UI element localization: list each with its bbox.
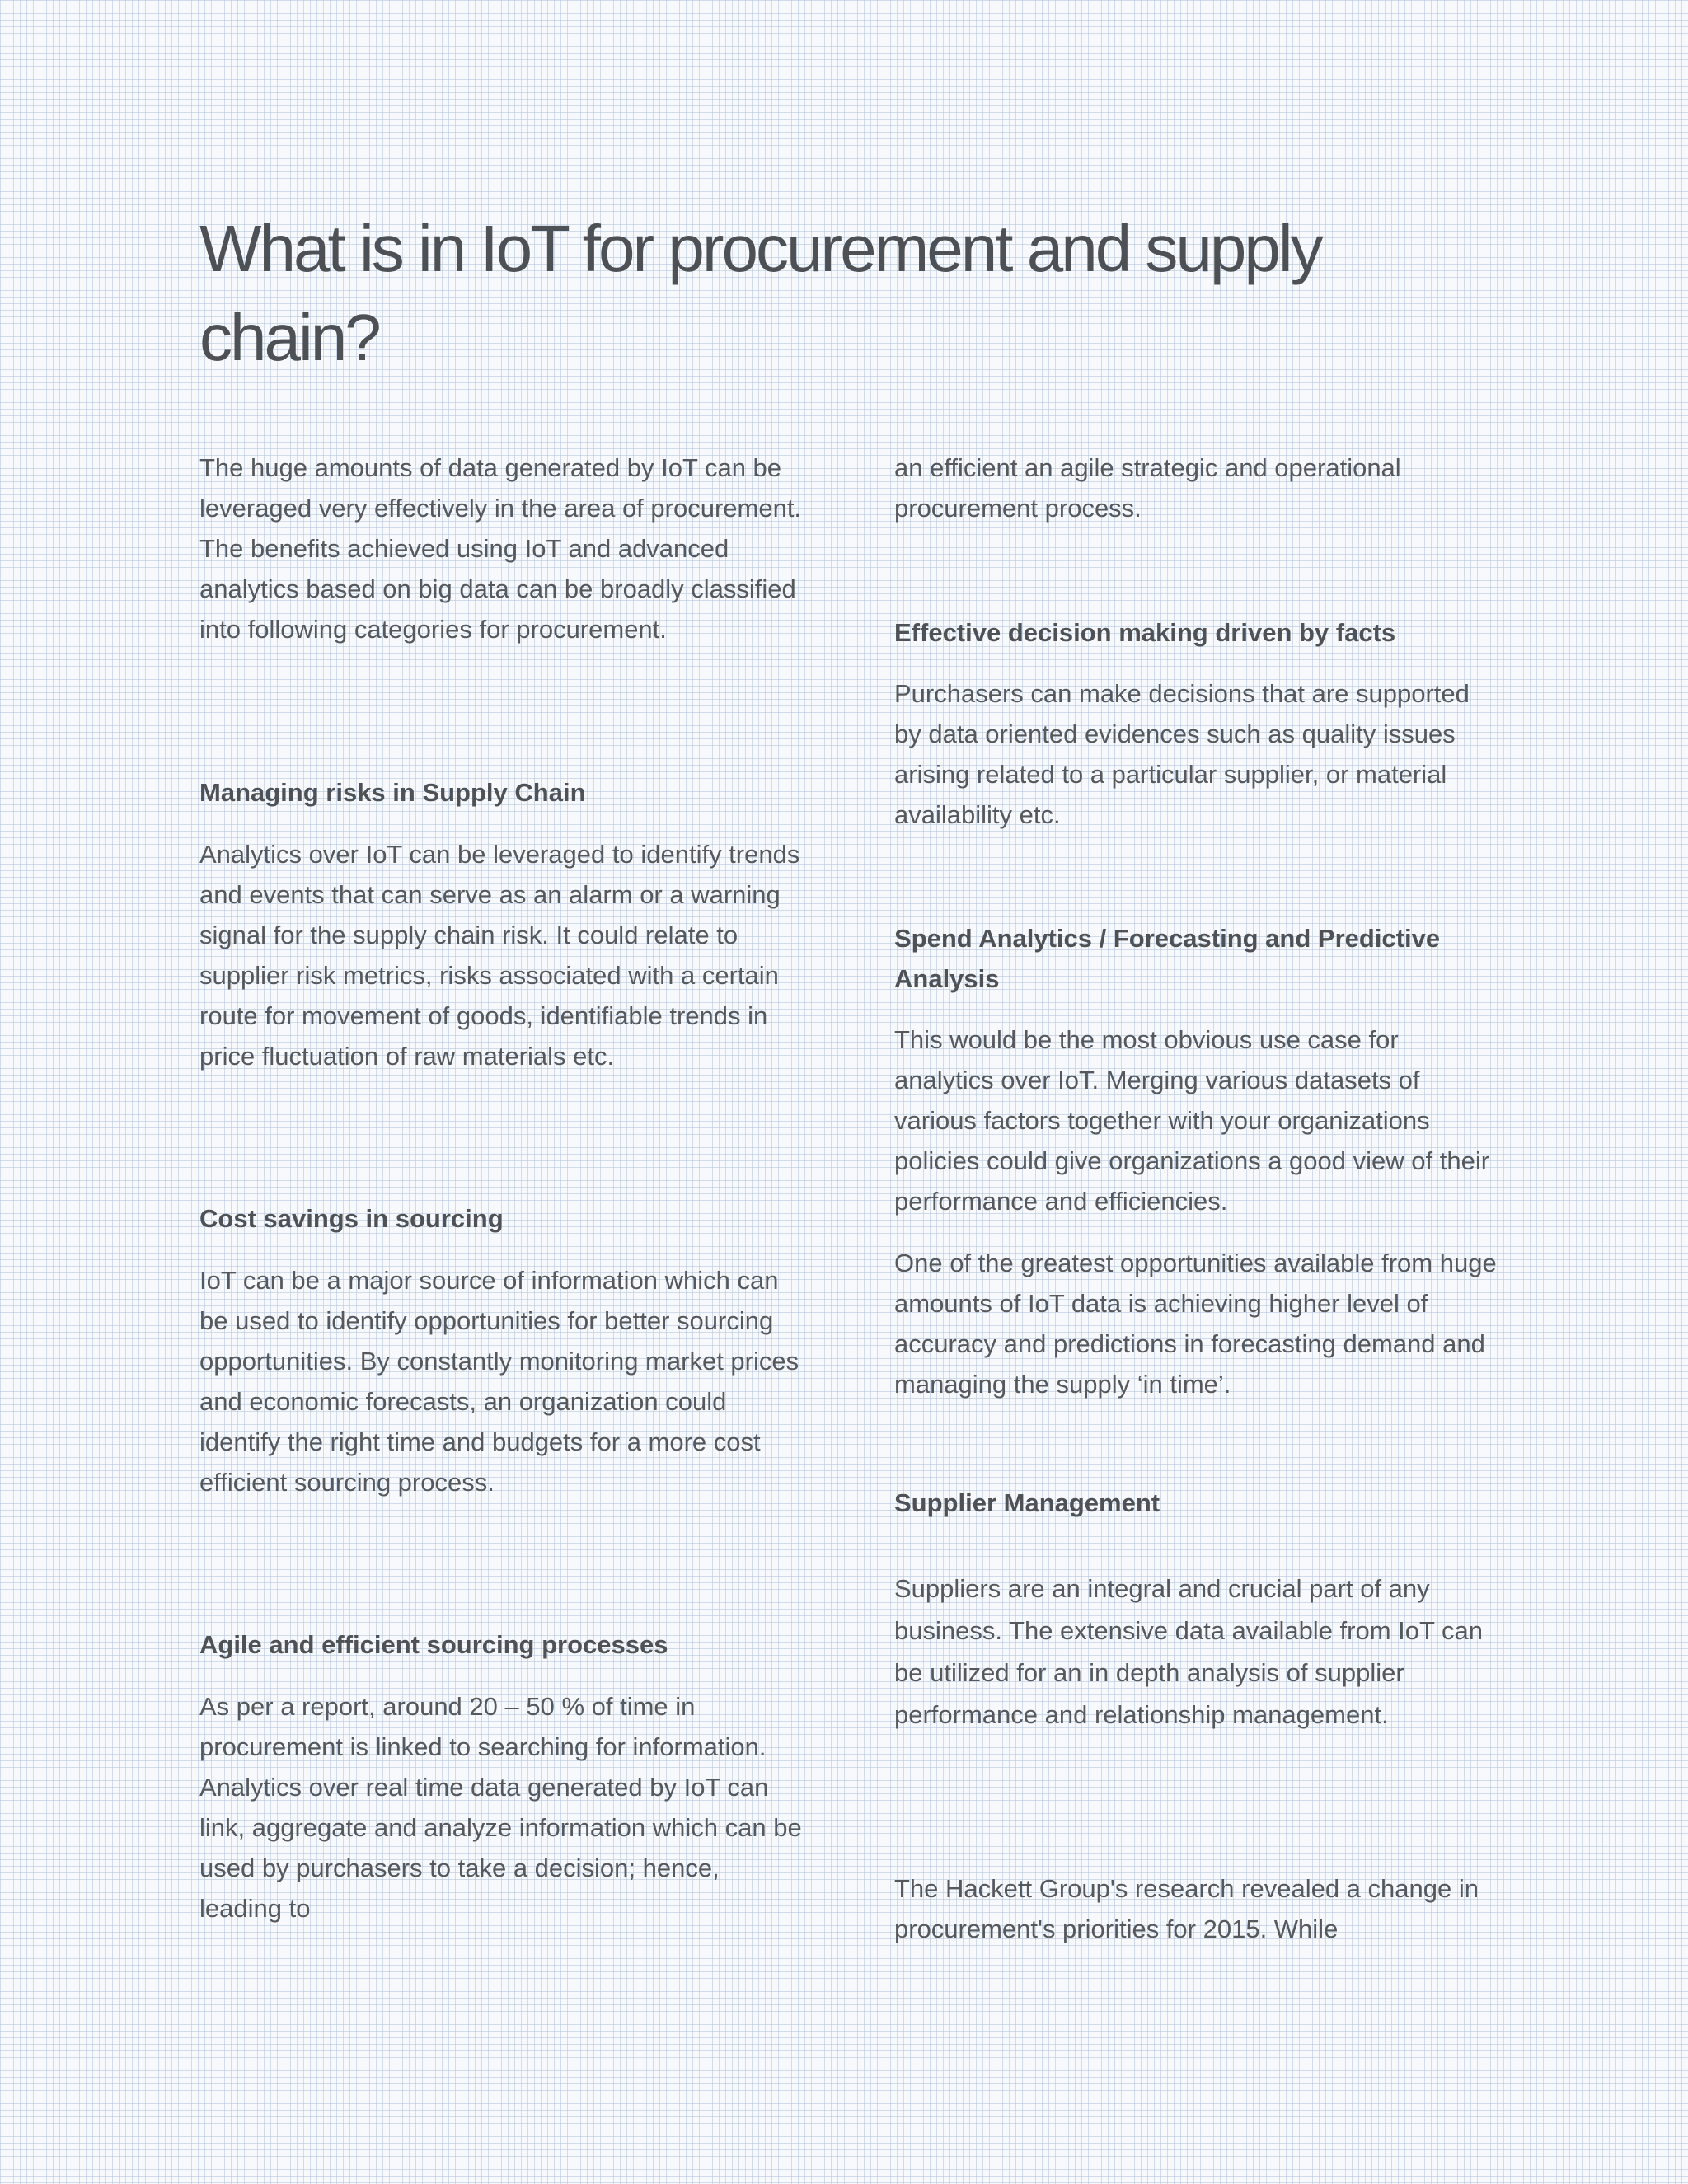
heading-spend-analytics: Spend Analytics / Forecasting and Predictive Analysis <box>894 924 1441 993</box>
heading-effective-decision: Effective decision making driven by facts <box>894 618 1396 647</box>
heading-managing-risks: Managing risks in Supply Chain <box>199 778 586 807</box>
intro-paragraph: The huge amounts of data generated by IoT can be leveraged very effectively in the area of procurement. The benefits achieved using IoT and advanced analytics based on big data can be broadly classified into following categories for procurement. <box>199 453 802 644</box>
heading-supplier-management: Supplier Management <box>894 1488 1160 1517</box>
hackett-paragraph: The Hackett Group's research revealed a change in procurement's priorities for 2015. While <box>894 1874 1479 1943</box>
heading-cost-savings: Cost savings in sourcing <box>199 1204 504 1233</box>
supplier-paragraph: Suppliers are an integral and crucial part of any business. The extensive data available from IoT can be utilized for an in depth analysis of supplier performance and relationship management. <box>894 1574 1483 1729</box>
decision-paragraph: Purchasers can make decisions that are supported by data oriented evidences such as quality issues arising related to a particular supplier, or material availability etc. <box>894 679 1470 829</box>
cost-paragraph: IoT can be a major source of information which can be used to identify opportunities for better sourcing opportunities. By constantly monitoring market prices and economic forecasts, an organization could identify the right time and budgets for a more cost efficient sourcing process. <box>199 1266 799 1497</box>
continuation-paragraph: an efficient an agile strategic and operational procurement process. <box>894 453 1401 523</box>
agile-paragraph: As per a report, around 20 – 50 % of time in procurement is linked to searching for information. Analytics over real time data generated by IoT can link, aggregate and analyze information which can be used by purchasers to take a decision; hence, leading to <box>199 1692 802 1923</box>
risks-paragraph: Analytics over IoT can be leveraged to identify trends and events that can serve as an alarm or a warning signal for the supply chain risk. It could relate to supplier risk metrics, risks associated with a certain route for movement of goods, identifiable trends in price fluctuation of raw materials etc. <box>199 840 800 1071</box>
spend-paragraph-2: One of the greatest opportunities available from huge amounts of IoT data is achieving higher level of accuracy and predictions in forecasting demand and managing the supply ‘in time’. <box>894 1249 1497 1399</box>
spend-paragraph-1: This would be the most obvious use case for analytics over IoT. Merging various datasets of various factors together with your organizations policies could give organizations a good view of their performance and efficiencies. <box>894 1025 1490 1216</box>
heading-agile-sourcing: Agile and efficient sourcing processes <box>199 1630 668 1659</box>
page-title: What is in IoT for procurement and supply chain? <box>199 212 1321 374</box>
